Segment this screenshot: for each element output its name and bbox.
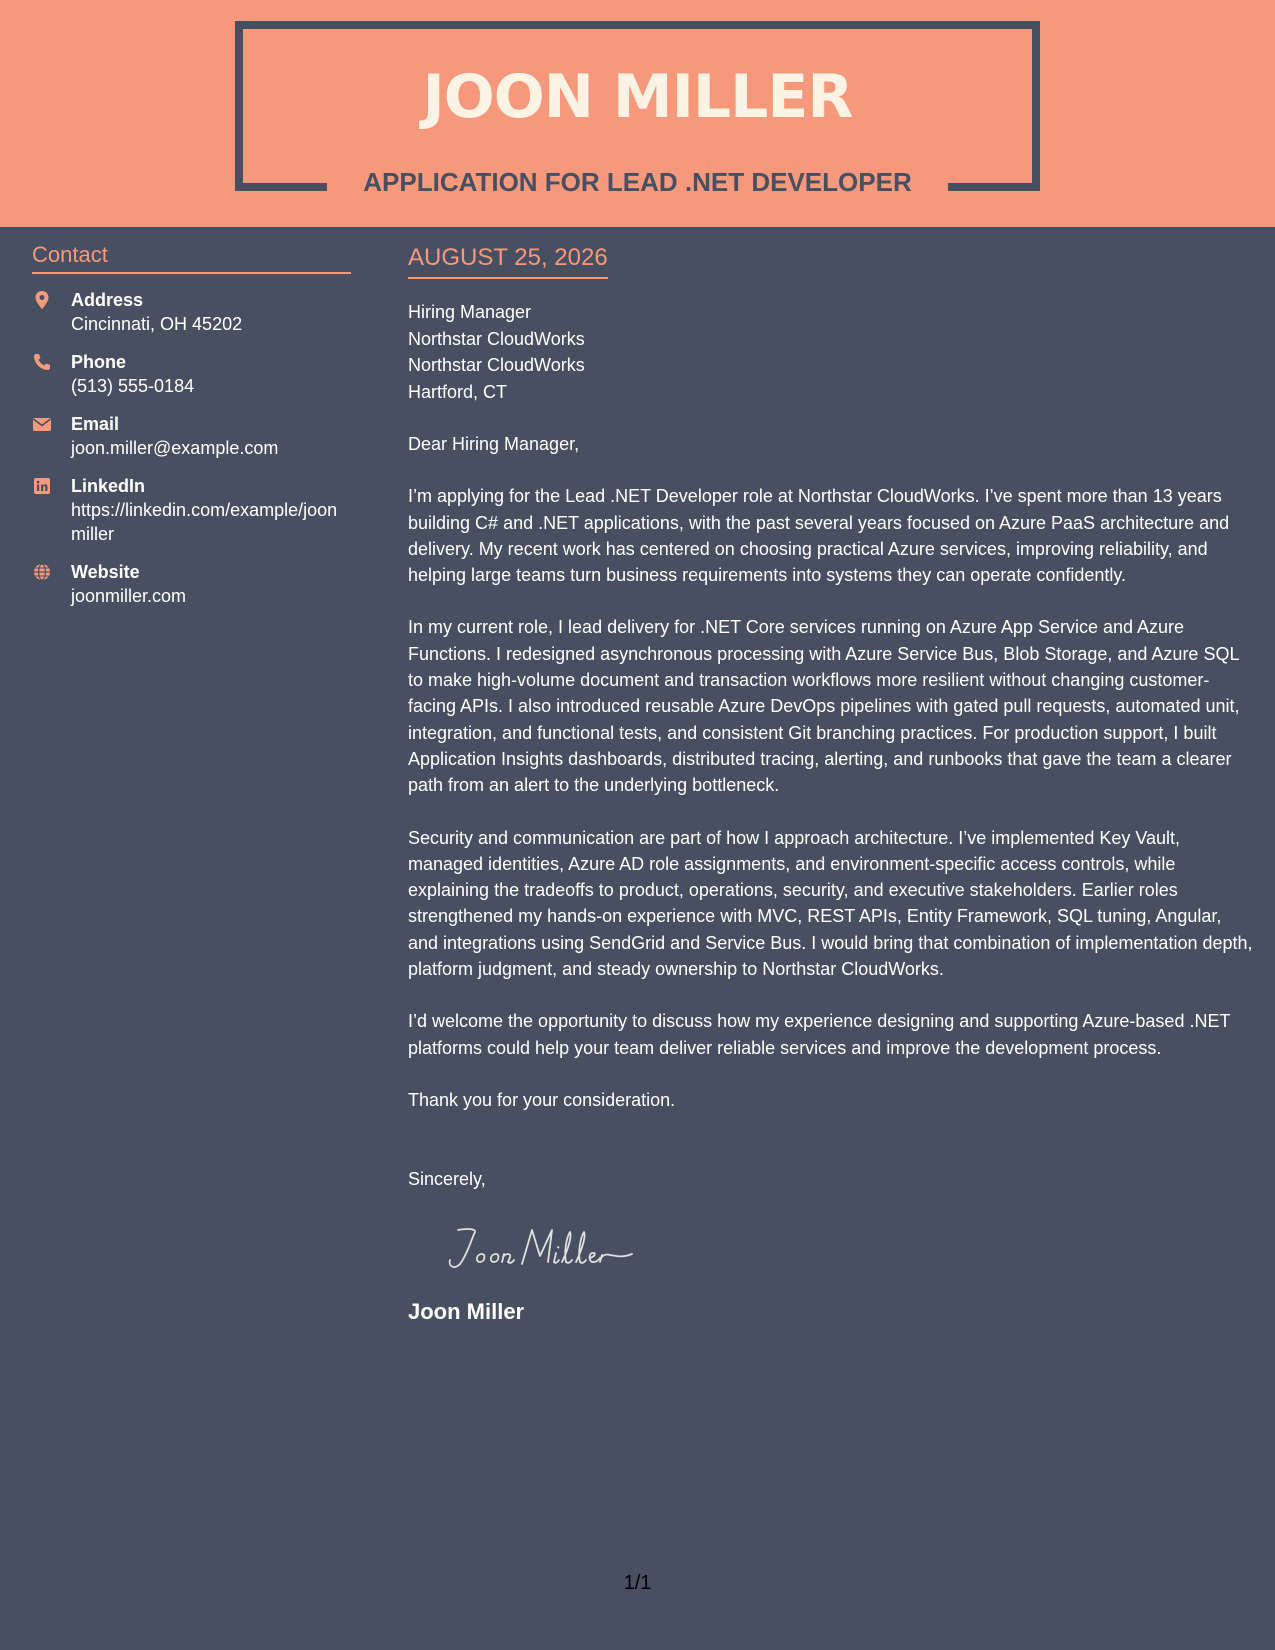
recipient-line: Hiring Manager: [408, 302, 532, 322]
recipient-line: Northstar CloudWorks: [408, 328, 585, 349]
contact-value[interactable]: joonmiller.com: [71, 586, 187, 606]
page-number: 1/1: [623, 1572, 652, 1594]
contact-label: LinkedIn: [71, 476, 146, 496]
contact-value[interactable]: https://linkedin.com/example/joonmiller: [71, 500, 338, 544]
contact-heading: Contact: [32, 242, 351, 274]
contact-value: joon.miller@example.com: [71, 438, 279, 458]
contact-label: Email: [71, 414, 120, 434]
body-paragraph: Security and communication are part of how I approach architecture. I’ve implemented Key Vault, managed identities, Azure AD role assignments, and environment-specific access controls, while explaining the tradeoffs to product, operations, security, and executive stakeholders. Earlier roles strengthened my hands-on experience with MVC, REST APIs, Entity Framework, SQL tuning, Angular, and integrations using SendGrid and Service Bus. I would bring that combination of implementation depth, platform judgment, and steady ownership to Northstar CloudWorks.: [408, 827, 1253, 980]
contact-linkedin: [32, 474, 351, 546]
signer-name: Joon Miller: [408, 1299, 525, 1325]
linkedin-icon: [32, 476, 52, 496]
handwritten-signature: [444, 1220, 644, 1278]
letter-body: [408, 244, 1253, 1325]
recipient-line: Northstar CloudWorks: [408, 355, 585, 375]
globe-icon: [32, 562, 52, 582]
recipient-block: [408, 299, 1253, 405]
map-pin-icon: [32, 290, 52, 310]
contact-label: Website: [71, 562, 140, 582]
contact-email: [32, 412, 351, 460]
salutation: Dear Hiring Manager,: [408, 434, 580, 454]
closing-line: Sincerely,: [408, 1169, 486, 1190]
contact-address: [32, 288, 351, 336]
body-paragraph: I’d welcome the opportunity to discuss how my experience designing and supporting Azure-based .NET platforms could help your team deliver reliable services and improve the development process.: [408, 1011, 1231, 1058]
frame-top-bar: [235, 21, 1040, 29]
contact-phone: [32, 350, 351, 398]
header-banner: [0, 0, 1275, 227]
contact-label: Phone: [71, 352, 127, 372]
contact-value: (513) 555-0184: [71, 376, 195, 396]
contact-label: Address: [71, 290, 144, 310]
envelope-icon: [32, 414, 52, 434]
phone-icon: [32, 352, 52, 372]
contact-website: [32, 560, 351, 608]
contact-value: Cincinnati, OH 45202: [71, 314, 243, 334]
contact-sidebar: [32, 242, 351, 608]
recipient-line: Hartford, CT: [408, 381, 508, 402]
body-paragraph: In my current role, I lead delivery for .NET Core services running on Azure App Service and Azure Functions. I redesigned asynchronous processing with Azure Service Bus, Blob Storage, and Azure SQL to make high-volume document and transaction workflows more resilient without changing customer-facing APIs. I also introduced reusable Azure DevOps pipelines with gated pull requests, automated unit, integration, and functional tests, and consistent Git branching practices. For production support, I built Application Insights dashboards, distributed tracing, alerting, and runbooks that gave the team a clearer path from an alert to the underlying bottleneck.: [408, 617, 1240, 796]
applicant-name: JOON MILLER: [422, 62, 853, 132]
body-paragraph: Thank you for your consideration.: [408, 1089, 676, 1110]
body-paragraph: I’m applying for the Lead .NET Developer role at Northstar CloudWorks. I’ve spent more than 13 years building C# and .NET applications, with the past several years focused on Azure PaaS architecture and delivery. My recent work has centered on choosing practical Azure services, improving reliability, and helping large teams turn business requirements into systems they can operate confidently.: [408, 486, 1230, 586]
application-title: APPLICATION FOR LEAD .NET DEVELOPER: [363, 167, 912, 197]
letter-date: AUGUST 25, 2026: [408, 244, 608, 279]
